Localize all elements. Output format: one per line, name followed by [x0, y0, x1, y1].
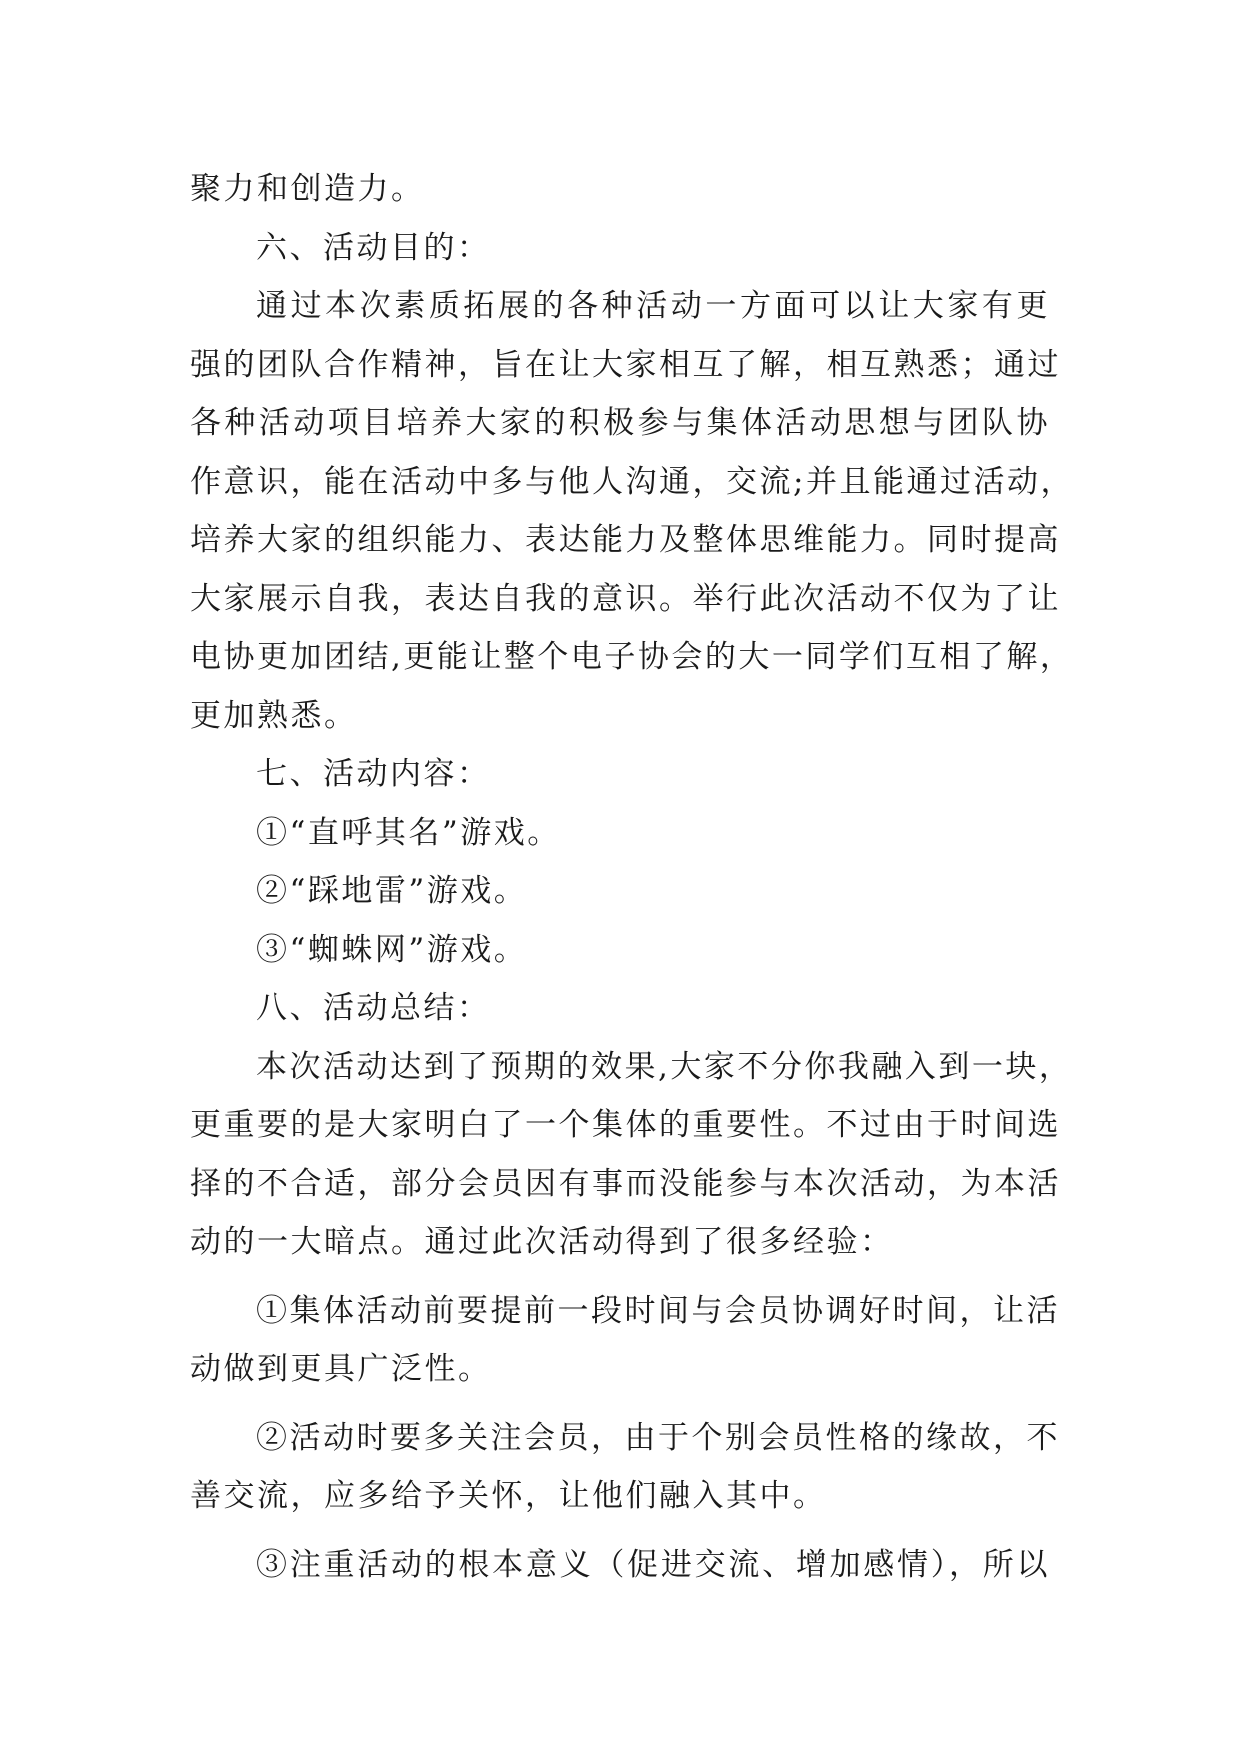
text-line: 通过本次素质拓展的各种活动一方面可以让大家有更 — [256, 288, 1050, 324]
text-line: 择的不合适，部分会员因有事而没能参与本次活动，为本活 — [190, 1165, 1061, 1202]
text-line: 更加熟悉。 — [190, 697, 358, 734]
list-item: ②活动时要多关注会员，由于个别会员性格的缘故，不 — [256, 1419, 1060, 1456]
text-line: 动做到更具广泛性。 — [190, 1351, 492, 1387]
section-heading-summary: 八、活动总结： — [256, 990, 491, 1026]
list-item: ③“蜘蛛网”游戏。 — [256, 931, 528, 968]
text-line: 电协更加团结,更能让整个电子协会的大一同学们互相了解， — [190, 639, 1074, 675]
section-heading-purpose: 六、活动目的： — [256, 229, 491, 266]
text-line: 大家展示自我，表达自我的意识。举行此次活动不仅为了让 — [190, 580, 1061, 617]
list-item: ③注重活动的根本意义（促进交流、增加感情），所以 — [256, 1546, 1050, 1583]
list-item: ①集体活动前要提前一段时间与会员协调好时间，让活 — [256, 1292, 1060, 1329]
text-line: 培养大家的组织能力、表达能力及整体思维能力。同时提高 — [190, 522, 1061, 558]
list-item: ①“直呼其名”游戏。 — [256, 814, 561, 851]
text-line: 各种活动项目培养大家的积极参与集体活动思想与团队协 — [190, 405, 1050, 441]
text-line: 善交流，应多给予关怀，让他们融入其中。 — [190, 1478, 827, 1514]
section-heading-content: 七、活动内容： — [256, 756, 491, 792]
text-line: 本次活动达到了预期的效果,大家不分你我融入到一块， — [256, 1048, 1073, 1085]
text-line: 作意识，能在活动中多与他人沟通，交流;并且能通过活动， — [190, 463, 1074, 500]
text-line: 动的一大暗点。通过此次活动得到了很多经验： — [190, 1224, 894, 1260]
text-line: 更重要的是大家明白了一个集体的重要性。不过由于时间选 — [190, 1107, 1061, 1143]
document-body — [190, 160, 1074, 1594]
text-line: 强的团队合作精神，旨在让大家相互了解，相互熟悉；通过 — [190, 346, 1061, 383]
text-line: 聚力和创造力。 — [190, 171, 425, 207]
list-item: ②“踩地雷”游戏。 — [256, 873, 528, 909]
